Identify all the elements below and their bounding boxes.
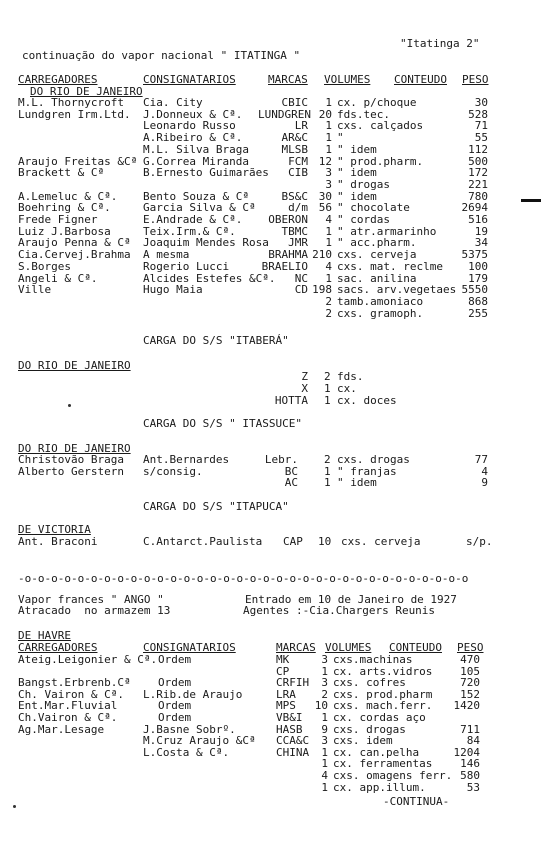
manifest-cell: " cordas — [337, 213, 390, 226]
manifest-cell: 1 — [324, 464, 331, 478]
manifest-cell: 2694 — [461, 201, 488, 215]
manifest-cell: Ordem — [158, 676, 192, 690]
manifest-cell: sac. anilina — [337, 271, 417, 285]
manifest-cell: 210 — [312, 248, 332, 262]
manifest-cell: cxs. drogas — [333, 722, 406, 736]
manifest-cell: " idem — [337, 189, 377, 203]
manifest-cell: 868 — [468, 294, 488, 308]
section-divider: -o-o-o-o-o-o-o-o-o-o-o-o-o-o-o-o-o-o-o-o-o-o-o-o-o-o-o-o-o-o-o-o-o-o — [18, 572, 469, 585]
origin-heading: DO RIO DE JANEIRO — [18, 442, 131, 455]
manifest-cell: 720 — [460, 676, 480, 690]
manifest-cell: NC — [294, 271, 308, 285]
manifest-cell: CAP — [283, 535, 303, 548]
manifest-cell: Ant.Bernardes — [143, 453, 230, 466]
manifest-cell: A mesma — [143, 248, 190, 262]
manifest-cell: M.L. Thornycroft — [18, 96, 124, 109]
manifest-cell: LR — [294, 119, 308, 133]
manifest-cell: Luiz J.Barbosa — [18, 224, 111, 238]
manifest-cell: 1 — [321, 745, 328, 759]
manifest-cell: 1 — [325, 224, 332, 238]
manifest-cell: Frede Figner — [18, 213, 98, 226]
column-header-marcas: MARCAS — [276, 641, 316, 654]
manifest-cell: 1 — [324, 393, 331, 407]
manifest-cell: Bangst.Erbrenb.Cª — [18, 676, 131, 690]
manifest-cell: " — [337, 131, 344, 145]
manifest-cell: " acc.pharm. — [337, 236, 417, 250]
manifest-cell: Garcia Silva & Cª — [143, 201, 256, 215]
manifest-cell: 221 — [468, 177, 488, 191]
manifest-cell: tamb.amoniaco — [337, 294, 424, 308]
manifest-cell: cxs. cerveja — [337, 248, 417, 262]
manifest-cell: 780 — [468, 189, 488, 203]
column-header-carregadores: CARREGADORES — [18, 73, 98, 86]
manifest-cell: 1 — [321, 664, 328, 678]
document-reference: "Itatinga 2" — [400, 37, 480, 50]
manifest-cell: 10 — [314, 699, 328, 713]
manifest-cell: cxs. prod.pharm — [333, 687, 433, 701]
manifest-cell: 1204 — [453, 745, 480, 759]
manifest-cell: cxs. cerveja — [341, 535, 421, 548]
manifest-cell: BS&C — [281, 189, 308, 203]
manifest-cell: cx. arts.vidros — [333, 664, 433, 678]
manifest-cell: BRAELIO — [261, 259, 308, 273]
manifest-cell: FCM — [288, 154, 308, 168]
manifest-cell: cx. ferramentas — [333, 757, 433, 771]
manifest-cell: C.Antarct.Paulista — [143, 535, 263, 548]
manifest-cell: 5550 — [461, 283, 488, 297]
manifest-cell: " idem — [337, 476, 377, 490]
manifest-cell: Hugo Maia — [143, 283, 203, 297]
manifest-cell: 1 — [321, 711, 328, 724]
manifest-cell: LRA — [276, 687, 296, 701]
manifest-cell: " idem — [337, 166, 377, 180]
manifest-cell: s/p. — [466, 535, 493, 548]
manifest-cell: 105 — [460, 664, 480, 678]
manifest-cell: 53 — [466, 780, 480, 794]
manifest-cell: cx. p/choque — [337, 96, 417, 109]
manifest-cell: 71 — [474, 119, 488, 133]
manifest-cell: 77 — [474, 453, 488, 466]
manifest-cell: Christovão Braga — [18, 453, 124, 466]
manifest-cell: 10 — [318, 535, 332, 548]
column-header-peso: PESO — [462, 73, 489, 86]
manifest-cell: 3 — [321, 734, 328, 748]
manifest-cell: M.L. Silva Braga — [143, 142, 249, 156]
manifest-cell: MK — [276, 653, 290, 666]
manifest-cell: 9 — [481, 476, 488, 490]
manifest-cell: L.Costa & Cª. — [143, 745, 230, 759]
manifest-cell: 1 — [324, 476, 331, 490]
manifest-cell: Ag.Mar.Lesage — [18, 722, 105, 736]
manifest-cell: 152 — [460, 687, 480, 701]
manifest-cell: Leonardo Russo — [143, 119, 236, 133]
manifest-cell: 112 — [468, 142, 488, 156]
column-header-volumes: VOLUMES — [324, 73, 371, 86]
manifest-cell: Araujo Freitas &Cª — [18, 154, 138, 168]
manifest-cell: Teix.Irm.& Cª. — [143, 224, 236, 238]
column-header-peso: PESO — [457, 641, 484, 654]
continua-footer: -CONTINUA- — [383, 795, 450, 808]
manifest-cell: 1 — [325, 142, 332, 156]
manifest-cell: 30 — [474, 96, 488, 109]
manifest-cell: 12 — [318, 154, 332, 168]
manifest-cell: " prod.pharm. — [337, 154, 424, 168]
manifest-cell: cxs. mat. reclme — [337, 259, 443, 273]
manifest-cell: 3 — [321, 676, 328, 690]
manifest-cell: VB&I — [276, 711, 303, 724]
manifest-cell: cxs. drogas — [337, 453, 410, 466]
manifest-cell: CP — [276, 664, 290, 678]
manifest-cell: Ordem — [158, 653, 192, 666]
manifest-cell: 2 — [324, 370, 331, 383]
origin-heading: DE HAVRE — [18, 629, 71, 642]
manifest-cell: 1420 — [453, 699, 480, 713]
ink-speck — [13, 805, 16, 808]
manifest-cell: L.Rib.de Araujo — [143, 687, 243, 701]
manifest-cell: X — [301, 381, 308, 395]
manifest-cell: fds. — [337, 370, 364, 383]
manifest-cell: Cia.Cervej.Brahma — [18, 248, 131, 262]
manifest-cell: 19 — [474, 224, 488, 238]
manifest-cell: cx. can.pelha — [333, 745, 420, 759]
manifest-cell: 4 — [481, 464, 488, 478]
manifest-cell: S.Borges — [18, 259, 71, 273]
manifest-cell: 3 — [325, 177, 332, 191]
manifest-cell: CHINA — [276, 745, 310, 759]
manifest-cell: Lebr. — [264, 453, 298, 466]
manifest-cell: 179 — [468, 271, 488, 285]
manifest-cell: 580 — [460, 769, 480, 782]
manifest-cell: MLSB — [281, 142, 308, 156]
manifest-cell: 1 — [325, 131, 332, 145]
manifest-cell: Ant. Braconi — [18, 535, 98, 548]
manifest-cell: 56 — [318, 201, 332, 215]
page-title: continuação do vapor nacional " ITATINGA " — [22, 49, 301, 62]
vessel-agents: Agentes :-Cia.Chargers Reunis — [243, 604, 436, 617]
manifest-cell: 470 — [460, 653, 480, 666]
manifest-cell: Ateig.Leigonier & Cª. — [18, 653, 158, 666]
manifest-cell: Brackett & Cª — [18, 166, 105, 180]
manifest-cell: 2 — [325, 294, 332, 308]
manifest-cell: cxs. mach.ferr. — [333, 699, 433, 713]
column-header-consignatarios: CONSIGNATARIOS — [143, 641, 236, 654]
manifest-cell: B.Ernesto Guimarães — [143, 166, 269, 180]
vessel-name: Vapor frances " ANGO " — [18, 593, 164, 606]
cargo-heading-itassuce: CARGA DO S/S " ITASSUCE" — [143, 417, 302, 430]
manifest-cell: A.Lemeluc & Cª. — [18, 189, 118, 203]
manifest-cell: 34 — [474, 236, 488, 250]
ink-speck — [68, 404, 71, 407]
column-header-volumes: VOLUMES — [325, 641, 372, 654]
manifest-cell: 3 — [325, 166, 332, 180]
manifest-cell: 2 — [324, 453, 331, 466]
manifest-cell: 100 — [468, 259, 488, 273]
manifest-cell: JMR — [288, 236, 308, 250]
manifest-cell: cx. — [337, 381, 357, 395]
manifest-cell: fds.tec. — [337, 107, 390, 121]
manifest-cell: 5375 — [461, 248, 488, 262]
manifest-cell: " chocolate — [337, 201, 410, 215]
manifest-cell: Ch.Vairon & Cª. — [18, 711, 118, 724]
manifest-cell: AC — [284, 476, 298, 490]
manifest-cell: AR&C — [281, 131, 308, 145]
manifest-cell: 2 — [325, 306, 332, 320]
manifest-cell: 30 — [318, 189, 332, 203]
manifest-cell: 1 — [321, 757, 328, 771]
manifest-cell: 4 — [325, 213, 332, 226]
manifest-cell: J.Donneux & Cª. — [143, 107, 243, 121]
manifest-cell: sacs. arv.vegetaes — [337, 283, 457, 297]
manifest-cell: Lundgren Irm.Ltd. — [18, 107, 131, 121]
manifest-cell: 198 — [312, 283, 332, 297]
manifest-cell: OBERON — [268, 213, 308, 226]
vessel-entry-date: Entrado em 10 de Janeiro de 1927 — [245, 593, 457, 606]
manifest-cell: 4 — [321, 769, 328, 782]
manifest-cell: cx. cordas aço — [333, 711, 426, 724]
manifest-cell: CIB — [288, 166, 308, 180]
manifest-cell: BC — [284, 464, 298, 478]
manifest-cell: 1 — [325, 119, 332, 133]
manifest-cell: BRAHMA — [268, 248, 308, 262]
manifest-cell: 4 — [325, 259, 332, 273]
manifest-cell: " drogas — [337, 177, 390, 191]
manifest-cell: 1 — [325, 96, 332, 109]
manifest-cell: 500 — [468, 154, 488, 168]
vessel-berth: Atracado no armazem 13 — [18, 604, 171, 617]
column-header-marcas: MARCAS — [268, 73, 308, 86]
manifest-cell: Boehring & Cª. — [18, 201, 111, 215]
manifest-cell: J.Basne Sobrº. — [143, 722, 236, 736]
column-header-consignatarios: CONSIGNATARIOS — [143, 73, 236, 86]
manifest-cell: 1 — [325, 236, 332, 250]
manifest-cell: G.Correa Miranda — [143, 154, 249, 168]
column-header-conteudo: CONTEUDO — [389, 641, 442, 654]
manifest-cell: Ville — [18, 283, 52, 297]
origin-heading: DO RIO DE JANEIRO — [18, 359, 131, 372]
manifest-cell: 528 — [468, 107, 488, 121]
manifest-cell: Angeli & Cª. — [18, 271, 98, 285]
manifest-cell: Alcides Estefes &Cª. — [143, 271, 276, 285]
manifest-cell: " atr.armarinho — [337, 224, 437, 238]
manifest-cell: d/m — [288, 201, 308, 215]
manifest-cell: Ch. Vairon & Cª. — [18, 687, 124, 701]
manifest-cell: CCA&C — [276, 734, 310, 748]
manifest-cell: 146 — [460, 757, 480, 771]
manifest-cell: Cia. City — [143, 96, 203, 109]
column-header-carregadores: CARREGADORES — [18, 641, 98, 654]
manifest-cell: 172 — [468, 166, 488, 180]
manifest-cell: Araujo Penna & Cª — [18, 236, 131, 250]
cargo-heading-itabera: CARGA DO S/S "ITABERÁ" — [143, 334, 289, 347]
manifest-cell: 1 — [324, 381, 331, 395]
manifest-cell: 1 — [325, 271, 332, 285]
manifest-cell: HASB — [276, 722, 303, 736]
cargo-heading-itapuca: CARGA DO S/S "ITAPUCA" — [143, 500, 289, 513]
manifest-cell: " franjas — [337, 464, 397, 478]
manifest-cell: A.Ribeiro & Cª. — [143, 131, 243, 145]
manifest-cell: E.Andrade & Cª. — [143, 213, 243, 226]
margin-mark — [521, 199, 541, 202]
manifest-cell: cx. doces — [337, 393, 397, 407]
manifest-cell: MPS — [276, 699, 296, 713]
column-header-conteudo: CONTEUDO — [394, 73, 447, 86]
manifest-cell: Z — [301, 370, 308, 383]
manifest-cell: HOTTA — [274, 393, 308, 407]
manifest-cell: LUNDGREN — [258, 107, 311, 121]
manifest-cell: cxs.machinas — [333, 653, 413, 666]
manifest-cell: cx. app.illum. — [333, 780, 426, 794]
origin-heading: DE VICTORIA — [18, 523, 91, 536]
origin-heading: DO RIO DE JANEIRO — [30, 85, 143, 98]
manifest-cell: Joaquim Mendes Rosa — [143, 236, 269, 250]
manifest-cell: cxs. omagens ferr. — [333, 769, 453, 782]
manifest-cell: CBIC — [281, 96, 308, 109]
manifest-cell: Bento Souza & Cª — [143, 189, 249, 203]
manifest-cell: Rogerio Lucci — [143, 259, 230, 273]
manifest-cell: 2 — [321, 687, 328, 701]
manifest-cell: 3 — [321, 653, 328, 666]
manifest-cell: 55 — [474, 131, 488, 145]
manifest-cell: cxs. idem — [333, 734, 393, 748]
manifest-cell: 1 — [321, 780, 328, 794]
manifest-cell: cxs. calçados — [337, 119, 424, 133]
manifest-cell: Ordem — [158, 699, 192, 713]
manifest-cell: M.Cruz Araujo &Cª — [143, 734, 256, 748]
manifest-cell: cxs. cofres — [333, 676, 406, 690]
manifest-cell: 20 — [318, 107, 332, 121]
manifest-cell: CRFIH — [276, 676, 310, 690]
manifest-cell: TBMC — [281, 224, 308, 238]
manifest-cell: s/consig. — [143, 464, 203, 478]
manifest-cell: 9 — [321, 722, 328, 736]
manifest-cell: cxs. gramoph. — [337, 306, 424, 320]
manifest-cell: 711 — [460, 722, 480, 736]
manifest-cell: 255 — [468, 306, 488, 320]
manifest-cell: CD — [294, 283, 308, 297]
manifest-cell: Ent.Mar.Fluvial — [18, 699, 118, 713]
manifest-cell: Alberto Gerstern — [18, 464, 124, 478]
manifest-cell: " idem — [337, 142, 377, 156]
manifest-cell: Ordem — [158, 711, 192, 724]
manifest-cell: 516 — [468, 213, 488, 226]
manifest-cell: 84 — [466, 734, 480, 748]
